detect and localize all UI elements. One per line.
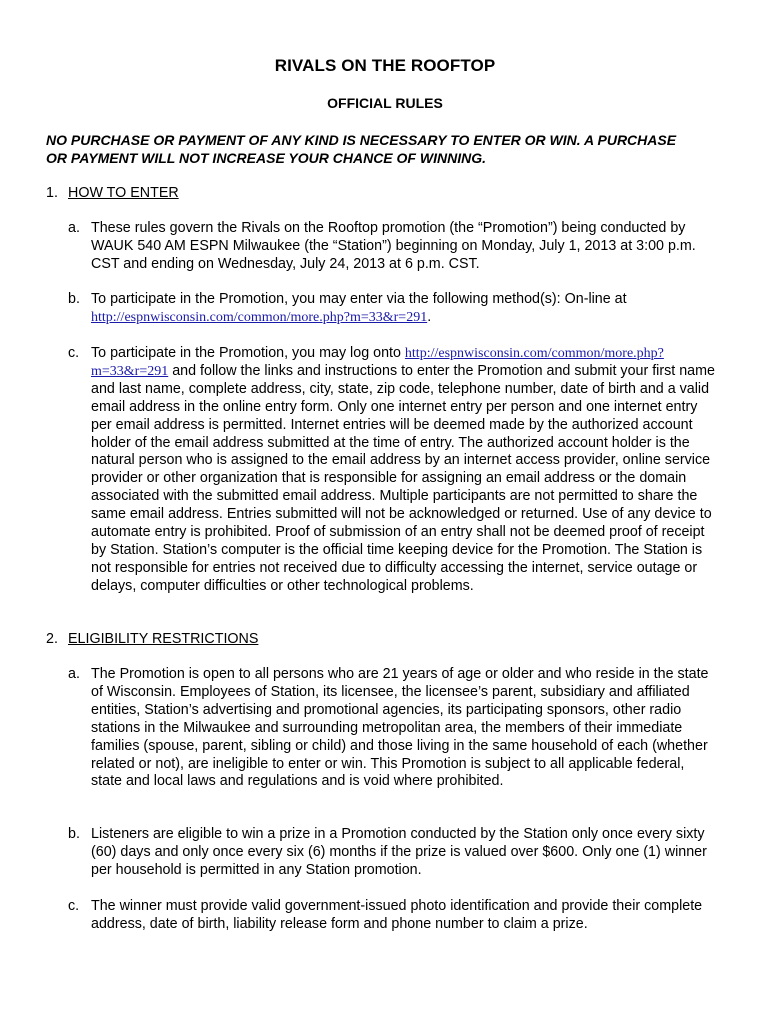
rule-item-letter: c. <box>68 345 80 361</box>
rule-item-text-after: and follow the links and instructions to enter the Promotion and submit your first name and last name, complete address, city, state, zip code, telephone number, date of birth and a valid email address in the online entry form. Only one internet entry per person and one internet entry per email address is permitted. Internet entries will be deemed made by the authorized account holder of the email address submitted at the time of entry. The authorized account holder is the natural person who is assigned to the email address by an internet access provider, online service provider or other organization that is responsible for assigning an email address or the domain associated with the submitted email address. Multiple participants are not permitted to share the same email address. Entries submitted will not be acknowledged or returned. Use of any device to automate entry is prohibited. Proof of submission of an entry shall not be deemed proof of receipt by Station. Station’s computer is the official time keeping device for the Promotion. The Station is not responsible for entries not received due to difficulty accessing the internet, service outage or delays, computer difficulties or other technological problems. <box>91 362 715 594</box>
rule-item-letter: b. <box>68 826 80 842</box>
rule-item-letter: a. <box>68 220 80 236</box>
section-heading-how-to-enter <box>46 184 179 202</box>
section-heading-eligibility <box>46 630 258 648</box>
rule-item-text <box>91 291 718 327</box>
purchase-notice: NO PURCHASE OR PAYMENT OF ANY KIND IS NECESSARY TO ENTER OR WIN. A PURCHASE OR PAYMENT WILL NOT INCREASE YOUR CHANCE OF WINNING. <box>46 132 677 166</box>
rule-item-letter: c. <box>68 898 80 914</box>
rule-item-text <box>91 345 718 596</box>
section-heading-label: ELIGIBILITY RESTRICTIONS <box>68 631 259 647</box>
rule-item-text: These rules govern the Rivals on the Rooftop promotion (the “Promotion”) being conducted by WAUK 540 AM ESPN Milwaukee (the “Station”) beginning on Monday, July 1, 2013 at 3:00 p.m. CST and ending on Wednesday, July 24, 2013 at 6 p.m. CST. <box>91 220 696 272</box>
rule-item-text: The winner must provide valid government-issued photo identification and provide their complete address, date of birth, liability release form and phone number to claim a prize. <box>91 898 703 932</box>
rule-item-2b <box>68 826 718 880</box>
document-subtitle: OFFICIAL RULES <box>327 95 443 111</box>
rule-item-1b <box>68 291 718 327</box>
document-title: RIVALS ON THE ROOFTOP <box>274 56 496 75</box>
rule-item-text-after: . <box>427 308 432 325</box>
rule-item-2a <box>68 666 718 791</box>
rule-item-1c <box>68 345 718 596</box>
section-number: 1. <box>46 185 58 201</box>
section-heading-label: HOW TO ENTER <box>68 185 179 201</box>
rule-item-text-before: To participate in the Promotion, you may log onto <box>91 345 405 361</box>
rule-item-text-before: To participate in the Promotion, you may enter via the following method(s): On-line at <box>91 291 627 307</box>
rule-item-text: Listeners are eligible to win a prize in a Promotion conducted by the Station only once every sixty (60) days and only once every six (6) months if the prize is valued over $600. Only one (1) winner per household is permitted in any Station promotion. <box>91 826 707 878</box>
rule-item-letter: a. <box>68 666 80 682</box>
rule-item-1a <box>68 220 718 274</box>
rule-item-letter: b. <box>68 291 80 307</box>
entry-link[interactable]: http://espnwisconsin.com/common/more.php?m=33&r=291 <box>91 309 428 325</box>
section-number: 2. <box>46 631 58 647</box>
rule-item-text: The Promotion is open to all persons who are 21 years of age or older and who reside in the state of Wisconsin. Employees of Station, its licensee, the licensee’s parent, subsidiary and affiliated entities, Station’s advertising and promotional agencies, its participating sponsors, other radio stations in the Milwaukee and surrounding metropolitan area, the members of their immediate families (spouse, parent, sibling or child) and those living in the same household of each (whether related or not), are ineligible to enter or win. This Promotion is subject to all applicable federal, state and local laws and regulations and is void where prohibited. <box>91 666 709 790</box>
entry-link[interactable]: http://espnwisconsin.com/common/more.php?m=33&r=291 <box>91 346 664 379</box>
rule-item-2c <box>68 898 718 934</box>
